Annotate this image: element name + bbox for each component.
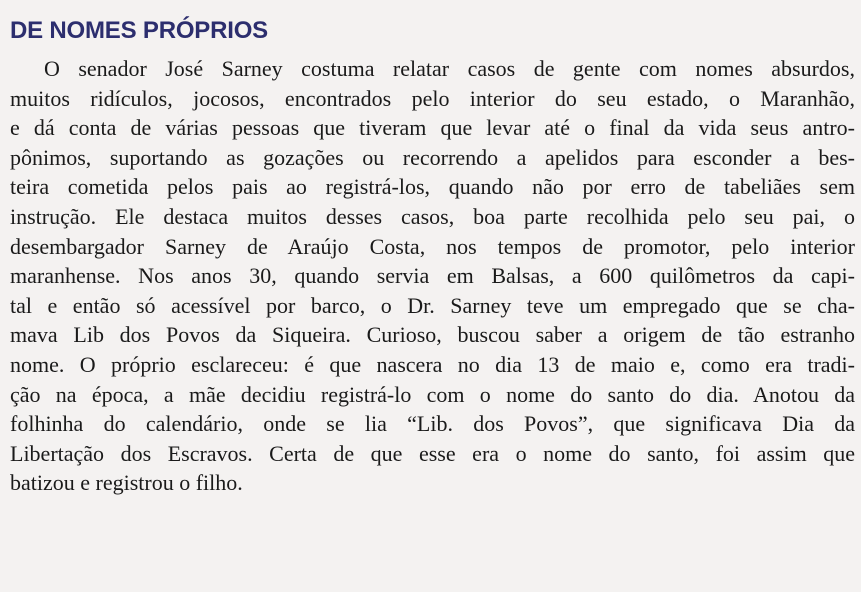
article-line: tal e então só acessível por barco, o Dr. Sarney teve um empregado que se cha- [10,292,855,318]
article-line: Libertação dos Escravos. Certa de que esse era o nome do santo, foi assim que [10,440,855,466]
article-line: desembargador Sarney de Araújo Costa, nos tempos de promotor, pelo interior [10,233,855,259]
article-line: maranhense. Nos anos 30, quando servia em Balsas, a 600 quilômetros da capi- [10,263,855,289]
article-line: e dá conta de várias pessoas que tiveram que levar até o final da vida seus antro- [10,115,855,141]
article-line: teira cometida pelos pais ao registrá-los, quando não por erro de tabeliães sem [10,174,855,200]
article-line: O senador José Sarney costuma relatar casos de gente com nomes absurdos, [44,56,855,81]
article-line: pônimos, suportando as gozações ou recorrendo a apelidos para esconder a bes- [10,144,855,170]
article-line: batizou e registrou o filho. [10,470,243,496]
article-line: nome. O próprio esclareceu: é que nascera no dia 13 de maio e, como era tradi- [10,351,855,377]
article-body [10,54,855,498]
article-title: DE NOMES PRÓPRIOS [10,17,268,44]
article-line: ção na época, a mãe decidiu registrá-lo com o nome do santo do dia. Anotou da [10,381,855,407]
article-line: folhinha do calendário, onde se lia “Lib. dos Povos”, que significava Dia da [10,411,855,437]
article-line: mava Lib dos Povos da Siqueira. Curioso, buscou saber a origem de tão estranho [10,322,855,348]
article-line: muitos ridículos, jocosos, encontrados pelo interior do seu estado, o Maranhão, [10,85,855,111]
article-line: instrução. Ele destaca muitos desses casos, boa parte recolhida pelo seu pai, o [10,203,855,229]
